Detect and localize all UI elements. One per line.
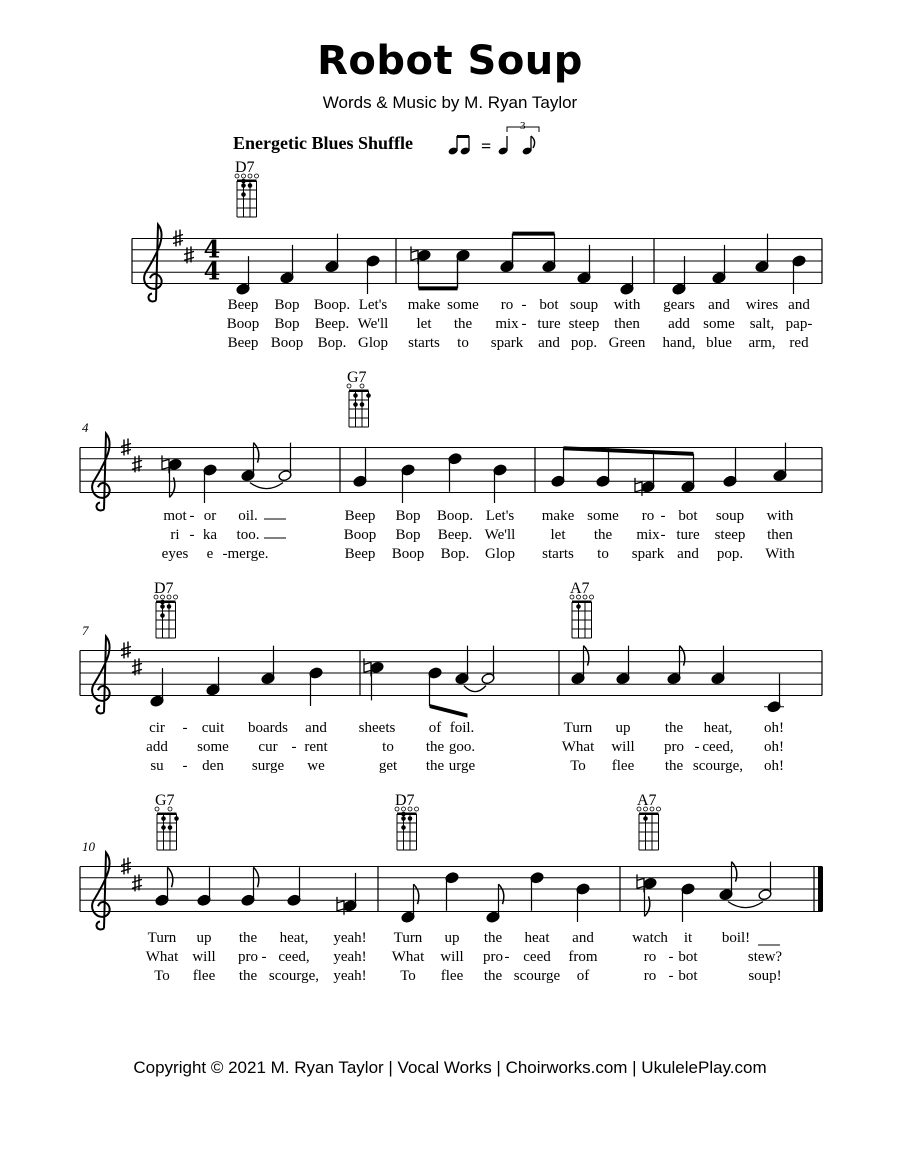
natural-icon bbox=[162, 455, 169, 473]
treble-clef-icon bbox=[92, 434, 110, 511]
lyric-syllable: - bbox=[521, 316, 527, 332]
lyric-syllable: Green bbox=[608, 335, 646, 351]
eighth-flag bbox=[254, 443, 259, 463]
lyric-syllable: Boop bbox=[391, 546, 425, 562]
chord-finger-dot bbox=[241, 183, 246, 188]
lyric-syllable: stew? bbox=[747, 949, 783, 965]
measure-number: 4 bbox=[82, 419, 89, 435]
lyric-syllable: Bop. bbox=[440, 546, 470, 562]
chord-nut bbox=[156, 601, 176, 604]
chord-finger-dot bbox=[643, 816, 648, 821]
lyric-syllable: bot bbox=[539, 297, 559, 313]
lyric-syllable: boards bbox=[248, 720, 288, 736]
lyric-syllable: Bop bbox=[274, 297, 300, 313]
lyric-syllable: red bbox=[789, 335, 809, 351]
lyric-syllable: the bbox=[483, 968, 503, 984]
lyric-syllable: salt, bbox=[749, 316, 775, 332]
lyric-syllable: Beep bbox=[227, 335, 259, 351]
lyric-syllable: ture bbox=[537, 316, 561, 332]
lyric-syllable: the bbox=[238, 968, 258, 984]
lyric-syllable: - bbox=[261, 949, 267, 965]
treble-clef-icon bbox=[92, 637, 110, 714]
lyric-syllable: flee bbox=[611, 758, 635, 774]
lyric-syllable: Boop. bbox=[313, 297, 351, 313]
lyric-syllable: With bbox=[765, 546, 795, 562]
eighth-flag bbox=[732, 862, 737, 882]
lyric-syllable: scourge bbox=[513, 968, 561, 984]
measure-number: 10 bbox=[82, 838, 95, 854]
lyric-syllable: Let's bbox=[485, 508, 515, 524]
lyric-syllable: heat, bbox=[279, 930, 309, 946]
tempo-text: Energetic Blues Shuffle bbox=[233, 133, 413, 153]
lyric-syllable: ceed, bbox=[702, 739, 734, 755]
lyric-syllable: ceed bbox=[523, 949, 551, 965]
lyric-syllable: rent bbox=[304, 739, 328, 755]
chord-finger-dot bbox=[168, 825, 173, 830]
lyric-syllable: - bbox=[668, 949, 674, 965]
chord-finger-dot bbox=[160, 600, 165, 605]
lyric-syllable: ka bbox=[202, 527, 218, 543]
song-title: Robot Soup bbox=[317, 38, 583, 84]
lyric-syllable: oh! bbox=[764, 720, 784, 736]
lyric-syllable: steep bbox=[714, 527, 746, 543]
lyric-syllable: sheets bbox=[358, 720, 396, 736]
lyric-syllable: scourge, bbox=[692, 758, 744, 774]
chord-finger-dot bbox=[408, 816, 413, 821]
lyric-syllable: it bbox=[683, 930, 693, 946]
natural-icon bbox=[411, 246, 418, 264]
lyric-syllable: soup bbox=[569, 297, 599, 313]
lyric-syllable: pro bbox=[238, 949, 258, 965]
lyric-syllable: Glop bbox=[358, 335, 388, 351]
lyric-syllable: goo. bbox=[448, 739, 476, 755]
lyric-syllable: and bbox=[677, 546, 699, 562]
lyric-syllable: flee bbox=[440, 968, 464, 984]
lyric-syllable: then bbox=[614, 316, 640, 332]
lyric-syllable: make bbox=[541, 508, 575, 524]
lyric-syllable: we bbox=[307, 758, 325, 774]
lyric-syllable: up bbox=[615, 720, 631, 736]
chord-name: D7 bbox=[235, 159, 255, 176]
lyric-syllable: Bop bbox=[274, 316, 300, 332]
chord-finger-dot bbox=[248, 183, 253, 188]
lyric-syllable: Beep bbox=[344, 546, 376, 562]
lyric-syllable: blue bbox=[706, 335, 732, 351]
chord-finger-dot bbox=[576, 604, 581, 609]
lyric-syllable: bot bbox=[678, 968, 698, 984]
eighth-flag bbox=[680, 646, 685, 666]
chord-finger-dot bbox=[366, 393, 371, 398]
chord-finger-dot bbox=[160, 613, 165, 618]
lyric-syllable: Boop bbox=[343, 527, 377, 543]
lyric-syllable: merge. bbox=[227, 546, 269, 562]
lyric-syllable: oil. bbox=[238, 508, 258, 524]
lyric-syllable: Turn bbox=[147, 930, 177, 946]
song-credits: Words & Music by M. Ryan Taylor bbox=[322, 93, 578, 112]
eighth-flag bbox=[170, 477, 175, 497]
open-string-marker bbox=[174, 595, 178, 599]
tie bbox=[464, 686, 486, 692]
lyric-syllable: cir bbox=[149, 720, 165, 736]
lyric-syllable: - bbox=[521, 297, 527, 313]
natural-icon bbox=[364, 658, 371, 676]
lyric-syllable: of bbox=[576, 968, 590, 984]
open-string-marker bbox=[255, 174, 259, 178]
lyric-syllable: Turn bbox=[563, 720, 593, 736]
lyric-syllable: and bbox=[572, 930, 594, 946]
lyric-syllable: Boop bbox=[270, 335, 304, 351]
lyric-syllable: soup bbox=[715, 508, 745, 524]
lyric-syllable: spark bbox=[490, 335, 524, 351]
lyric-syllable: Bop bbox=[395, 527, 421, 543]
lyric-syllable: - bbox=[660, 508, 666, 524]
lyric-syllable: pro bbox=[483, 949, 503, 965]
lyric-syllable: add bbox=[668, 316, 690, 332]
lyric-syllable: We'll bbox=[484, 527, 516, 543]
lyric-syllable: scourge, bbox=[268, 968, 320, 984]
note-beam bbox=[513, 232, 555, 236]
lyric-syllable: and bbox=[538, 335, 560, 351]
lyric-syllable: will bbox=[192, 949, 216, 965]
lyric-syllable: What bbox=[145, 949, 179, 965]
lyric-syllable: the bbox=[593, 527, 613, 543]
chord-name: A7 bbox=[570, 580, 590, 597]
lyric-syllable: some bbox=[703, 316, 735, 332]
lyric-syllable: yeah! bbox=[333, 949, 367, 965]
tempo-beam bbox=[457, 135, 469, 138]
lyric-syllable: let bbox=[550, 527, 566, 543]
lyric-syllable: su bbox=[150, 758, 164, 774]
lyric-syllable: up bbox=[444, 930, 460, 946]
lyric-syllable: then bbox=[767, 527, 793, 543]
lyric-syllable: - bbox=[182, 720, 188, 736]
lyric-syllable: the bbox=[238, 930, 258, 946]
tempo-triplet-number: 3 bbox=[520, 120, 526, 132]
chord-finger-dot bbox=[353, 402, 358, 407]
lyric-syllable: ro bbox=[643, 949, 657, 965]
lyric-syllable: What bbox=[561, 739, 595, 755]
lyric-syllable: Beep. bbox=[437, 527, 473, 543]
treble-clef-icon bbox=[144, 225, 162, 302]
chord-finger-dot bbox=[241, 179, 246, 184]
ukulele-chord-diagram bbox=[570, 595, 594, 638]
eighth-flag bbox=[584, 646, 589, 666]
lyric-syllable: - bbox=[694, 739, 700, 755]
lyric-syllable: heat bbox=[524, 930, 550, 946]
lyric-syllable: to bbox=[382, 739, 394, 755]
lyric-syllable: ri bbox=[170, 527, 180, 543]
staff-system-1 bbox=[132, 225, 822, 302]
ukulele-chord-diagram bbox=[235, 174, 259, 217]
lyric-syllable: - bbox=[189, 527, 195, 543]
lyric-syllable: ceed, bbox=[278, 949, 310, 965]
lyric-syllable: gears bbox=[663, 297, 695, 313]
lyric-syllable: add bbox=[146, 739, 168, 755]
lyric-syllable: steep bbox=[568, 316, 600, 332]
lyric-syllable: to bbox=[597, 546, 609, 562]
lyric-syllable: - bbox=[222, 546, 228, 562]
lyric-syllable: - bbox=[668, 968, 674, 984]
chord-finger-dot bbox=[401, 816, 406, 821]
tie bbox=[250, 483, 283, 489]
chord-nut bbox=[397, 813, 417, 816]
lyric-syllable: with bbox=[766, 508, 794, 524]
lyric-syllable: oh! bbox=[764, 739, 784, 755]
lyric-syllable: the bbox=[425, 739, 445, 755]
lyric-syllable: oh! bbox=[764, 758, 784, 774]
time-signature-top: 4 bbox=[203, 234, 221, 264]
lyric-syllable: urge bbox=[448, 758, 476, 774]
lyric-syllable: soup! bbox=[748, 968, 782, 984]
lyric-syllable: some bbox=[447, 297, 479, 313]
treble-clef-icon bbox=[92, 853, 110, 930]
tie bbox=[728, 902, 763, 908]
lyric-syllable: foil. bbox=[449, 720, 475, 736]
lyric-syllable: hand, bbox=[662, 335, 696, 351]
lyric-syllable: - bbox=[504, 949, 510, 965]
lyric-syllable: To bbox=[400, 968, 416, 984]
lyric-syllable: too. bbox=[236, 527, 260, 543]
chord-nut bbox=[639, 813, 659, 816]
lyric-syllable: surge bbox=[251, 758, 285, 774]
lyric-syllable: up bbox=[196, 930, 212, 946]
lyric-syllable: or bbox=[203, 508, 217, 524]
lyric-syllable: the bbox=[664, 758, 684, 774]
lyric-syllable: Bop. bbox=[317, 335, 347, 351]
lyric-syllable: Bop bbox=[395, 508, 421, 524]
measure-number: 7 bbox=[82, 622, 89, 638]
lyric-syllable: make bbox=[407, 297, 441, 313]
ukulele-chord-diagram bbox=[637, 807, 661, 850]
chord-name: G7 bbox=[155, 792, 175, 809]
lyric-syllable: Turn bbox=[393, 930, 423, 946]
lyric-syllable: spark bbox=[631, 546, 665, 562]
natural-icon bbox=[337, 897, 344, 915]
note-beam bbox=[430, 704, 468, 718]
ukulele-chord-diagram bbox=[155, 807, 179, 850]
lyric-syllable: den bbox=[202, 758, 224, 774]
chord-finger-dot bbox=[241, 192, 246, 197]
lyric-syllable: the bbox=[453, 316, 473, 332]
chord-nut bbox=[157, 813, 177, 816]
lyric-syllable: heat, bbox=[703, 720, 733, 736]
lyric-syllable: watch bbox=[632, 930, 668, 946]
lyric-syllable: Boop bbox=[226, 316, 260, 332]
lyric-syllable: mot bbox=[163, 508, 187, 524]
lyric-syllable: some bbox=[197, 739, 229, 755]
time-signature-bottom: 4 bbox=[203, 256, 221, 286]
chord-finger-dot bbox=[401, 825, 406, 830]
lyric-syllable: of bbox=[428, 720, 442, 736]
lyric-syllable: some bbox=[587, 508, 619, 524]
lyric-syllable: To bbox=[154, 968, 170, 984]
lyric-syllable: to bbox=[457, 335, 469, 351]
lyric-syllable: wires bbox=[745, 297, 779, 313]
chord-name: D7 bbox=[154, 580, 174, 597]
lyric-syllable: arm, bbox=[748, 335, 776, 351]
lyric-syllable: get bbox=[378, 758, 398, 774]
chord-finger-dot bbox=[167, 604, 172, 609]
staff-system-3 bbox=[80, 637, 822, 714]
lyric-syllable: ro bbox=[500, 297, 514, 313]
chord-finger-dot bbox=[353, 393, 358, 398]
staff-system-4 bbox=[80, 853, 823, 930]
chord-finger-dot bbox=[161, 825, 166, 830]
lyric-syllable: We'll bbox=[357, 316, 389, 332]
copyright-footer: Copyright © 2021 M. Ryan Taylor | Vocal Works | Choirworks.com | UkulelePlay.com bbox=[133, 1058, 767, 1077]
lyric-syllable: pap- bbox=[785, 316, 813, 332]
lyric-syllable: flee bbox=[192, 968, 216, 984]
lyric-syllable: Beep bbox=[227, 297, 259, 313]
lyric-syllable: cuit bbox=[201, 720, 225, 736]
lyric-syllable: yeah! bbox=[333, 968, 367, 984]
lyric-syllable: Beep bbox=[344, 508, 376, 524]
lyric-syllable: pop. bbox=[716, 546, 744, 562]
lyric-syllable: ture bbox=[676, 527, 700, 543]
lyric-syllable: pop. bbox=[570, 335, 598, 351]
ukulele-chord-diagram bbox=[154, 595, 178, 638]
lyric-syllable: - bbox=[660, 527, 666, 543]
lyric-syllable: ro bbox=[643, 968, 657, 984]
lyric-syllable: starts bbox=[408, 335, 440, 351]
chord-finger-dot bbox=[161, 816, 166, 821]
chord-nut bbox=[572, 601, 592, 604]
lyric-syllable: and bbox=[788, 297, 810, 313]
lyric-syllable: Let's bbox=[358, 297, 388, 313]
lyric-syllable: will bbox=[440, 949, 464, 965]
eighth-flag bbox=[645, 896, 650, 916]
lyric-syllable: the bbox=[664, 720, 684, 736]
staff-system-2 bbox=[80, 434, 822, 511]
lyric-syllable: Boop. bbox=[436, 508, 474, 524]
lyric-syllable: let bbox=[416, 316, 432, 332]
lyric-syllable: ro bbox=[641, 508, 655, 524]
lyric-syllable: will bbox=[611, 739, 635, 755]
lyric-syllable: from bbox=[568, 949, 598, 965]
chord-name: G7 bbox=[347, 369, 367, 386]
ukulele-chord-diagram bbox=[347, 384, 371, 427]
lyric-syllable: Glop bbox=[485, 546, 515, 562]
chord-finger-dot bbox=[174, 816, 179, 821]
chord-finger-dot bbox=[401, 812, 406, 817]
chord-nut bbox=[237, 180, 257, 183]
lyric-syllable: bot bbox=[678, 949, 698, 965]
eighth-flag bbox=[414, 884, 419, 904]
lyric-syllable: To bbox=[570, 758, 586, 774]
lyric-syllable: - bbox=[182, 758, 188, 774]
lyric-syllable: and bbox=[305, 720, 327, 736]
lyric-syllable: the bbox=[483, 930, 503, 946]
lyric-syllable: boil! bbox=[721, 930, 751, 946]
lyric-syllable: - bbox=[291, 739, 297, 755]
lyric-syllable: the bbox=[425, 758, 445, 774]
chord-finger-dot bbox=[360, 402, 365, 407]
natural-icon bbox=[637, 874, 644, 892]
tempo-equals: = bbox=[481, 136, 492, 156]
open-string-marker bbox=[590, 595, 594, 599]
lyric-syllable: starts bbox=[542, 546, 574, 562]
open-string-marker bbox=[657, 807, 661, 811]
lyric-syllable: eyes bbox=[161, 546, 189, 562]
lyric-syllable: What bbox=[391, 949, 425, 965]
chord-name: D7 bbox=[395, 792, 415, 809]
lyric-syllable: mix bbox=[636, 527, 660, 543]
lyric-syllable: Beep. bbox=[314, 316, 350, 332]
final-bar-line bbox=[818, 867, 823, 912]
eighth-flag bbox=[499, 884, 504, 904]
lyric-syllable: e bbox=[206, 546, 214, 562]
lyric-syllable: pro bbox=[664, 739, 684, 755]
chord-name: A7 bbox=[637, 792, 657, 809]
lyric-syllable: yeah! bbox=[333, 930, 367, 946]
open-string-marker bbox=[415, 807, 419, 811]
note-beam bbox=[419, 286, 458, 290]
lyric-syllable: mix bbox=[495, 316, 519, 332]
lyric-syllable: and bbox=[708, 297, 730, 313]
lyric-syllable: - bbox=[189, 508, 195, 524]
lyric-syllable: bot bbox=[678, 508, 698, 524]
chord-finger-dot bbox=[160, 604, 165, 609]
natural-icon bbox=[635, 478, 642, 496]
ukulele-chord-diagram bbox=[395, 807, 419, 850]
lyric-syllable: with bbox=[613, 297, 641, 313]
chord-nut bbox=[349, 390, 369, 393]
lyric-syllable: cur bbox=[258, 739, 278, 755]
